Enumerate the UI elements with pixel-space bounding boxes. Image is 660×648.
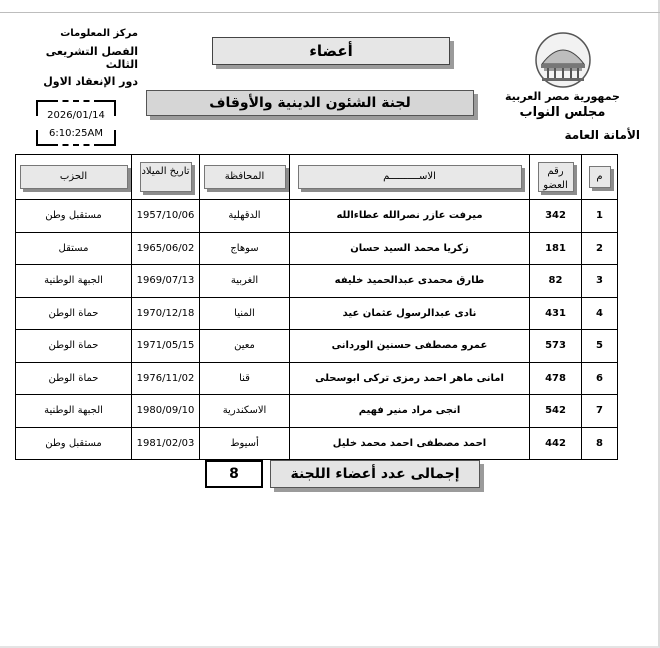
page-title: أعضاء	[212, 37, 450, 65]
col-header-member-no: رقم العضو	[530, 155, 582, 200]
member-birth-date: 1965/06/02	[132, 232, 200, 265]
session-name: دور الإنعقاد الاول	[43, 75, 138, 88]
council-name: مجلس النواب	[519, 105, 606, 120]
member-party: مستقل	[16, 232, 132, 265]
member-number: 442	[530, 427, 582, 460]
member-governorate: معين	[200, 330, 290, 363]
member-birth-date: 1957/10/06	[132, 200, 200, 233]
print-date-box	[36, 100, 116, 146]
members-table	[15, 154, 618, 460]
legislative-term: الفصل التشريعى الثالث	[45, 45, 138, 71]
member-name: طارق محمدى عبدالحميد خليفه	[290, 265, 530, 298]
row-index: 1	[582, 200, 618, 233]
member-name: انجى مراد منير فهيم	[290, 395, 530, 428]
col-header-index: م	[582, 155, 618, 200]
committee-name: لجنة الشئون الدينية والأوقاف	[146, 90, 474, 116]
member-governorate: أسيوط	[200, 427, 290, 460]
member-birth-date: 1981/02/03	[132, 427, 200, 460]
top-divider	[0, 12, 660, 13]
member-birth-date: 1976/11/02	[132, 362, 200, 395]
table-row	[16, 232, 618, 265]
row-index: 2	[582, 232, 618, 265]
member-number: 181	[530, 232, 582, 265]
member-governorate: الاسكندرية	[200, 395, 290, 428]
member-party: حماة الوطن	[16, 330, 132, 363]
country-name: جمهورية مصر العربية	[505, 90, 620, 103]
table-row	[16, 200, 618, 233]
col-header-governorate: المحافظة	[200, 155, 290, 200]
member-name: زكريا محمد السيد حسان	[290, 232, 530, 265]
member-name: امانى ماهر احمد رمزى تركى ابوسحلى	[290, 362, 530, 395]
col-header-name: الاســــــــــم	[290, 155, 530, 200]
member-number: 82	[530, 265, 582, 298]
member-party: حماة الوطن	[16, 362, 132, 395]
table-row	[16, 265, 618, 298]
row-index: 3	[582, 265, 618, 298]
row-index: 5	[582, 330, 618, 363]
row-index: 4	[582, 297, 618, 330]
member-party: الجبهة الوطنية	[16, 265, 132, 298]
table-row	[16, 330, 618, 363]
member-governorate: سوهاج	[200, 232, 290, 265]
member-name: عمرو مصطفى حسنين الوردانى	[290, 330, 530, 363]
total-members-label: إجمالى عدد أعضاء اللجنة	[270, 460, 480, 488]
table-header-row	[16, 155, 618, 200]
member-name: نادى عبدالرسول عثمان عيد	[290, 297, 530, 330]
member-party: مستقبل وطن	[16, 427, 132, 460]
row-index: 6	[582, 362, 618, 395]
member-number: 573	[530, 330, 582, 363]
table-row	[16, 427, 618, 460]
member-number: 478	[530, 362, 582, 395]
row-index: 7	[582, 395, 618, 428]
member-name: ميرفت عازر نصرالله عطاءالله	[290, 200, 530, 233]
member-party: مستقبل وطن	[16, 200, 132, 233]
member-governorate: الغربية	[200, 265, 290, 298]
member-name: احمد مصطفى احمد محمد خليل	[290, 427, 530, 460]
total-members-count: 8	[205, 460, 263, 488]
table-row	[16, 297, 618, 330]
parliament-seal-icon	[528, 30, 598, 88]
table-row	[16, 362, 618, 395]
member-birth-date: 1980/09/10	[132, 395, 200, 428]
info-header	[28, 28, 138, 88]
council-header	[485, 30, 640, 142]
member-party: حماة الوطن	[16, 297, 132, 330]
secretariat-name: الأمانة العامة	[564, 128, 640, 142]
member-number: 431	[530, 297, 582, 330]
print-date: 2026/01/14	[47, 110, 105, 121]
member-number: 342	[530, 200, 582, 233]
col-header-birth-date: تاريخ الميلاد	[132, 155, 200, 200]
print-time: 6:10:25AM	[48, 128, 104, 139]
member-governorate: المنيا	[200, 297, 290, 330]
member-party: الجبهة الوطنية	[16, 395, 132, 428]
col-header-party: الحزب	[16, 155, 132, 200]
row-index: 8	[582, 427, 618, 460]
member-number: 542	[530, 395, 582, 428]
member-birth-date: 1970/12/18	[132, 297, 200, 330]
info-center: مركز المعلومات	[60, 28, 138, 39]
member-governorate: الدقهلية	[200, 200, 290, 233]
table-row	[16, 395, 618, 428]
member-birth-date: 1971/05/15	[132, 330, 200, 363]
member-governorate: قنا	[200, 362, 290, 395]
member-birth-date: 1969/07/13	[132, 265, 200, 298]
